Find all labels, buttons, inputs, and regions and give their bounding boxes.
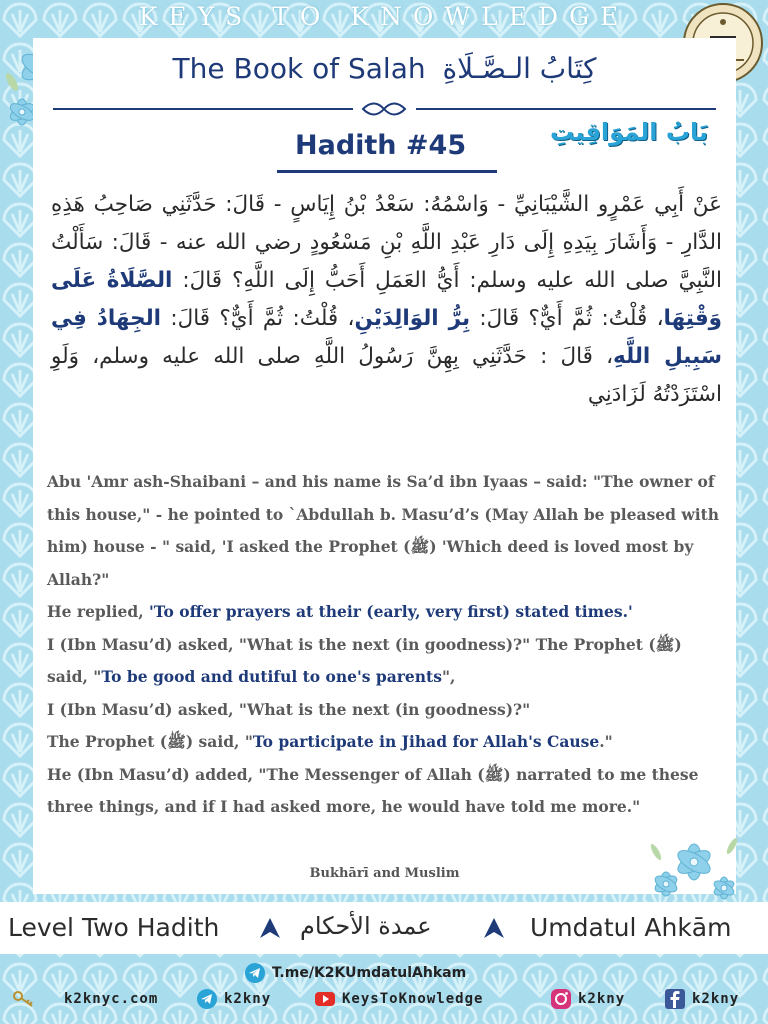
content-card xyxy=(33,38,736,894)
chapter-title-ar: بَابُ المَوَاقِيتِ xyxy=(549,118,708,146)
website-text[interactable]: k2knyc.com xyxy=(64,991,159,1007)
english-text-segment: I (Ibn Masu’d) asked, "What is the next (in goodness)?" The Prophet (ﷺ) said, " xyxy=(47,634,682,686)
telegram-channel-text[interactable]: T.me/K2KUmdatulAhkam xyxy=(272,965,467,981)
english-text-highlight: To participate in Jihad for Allah's Cause xyxy=(252,732,600,751)
book-name-ar: عمدة الأحكام xyxy=(300,912,432,940)
instagram-link[interactable] xyxy=(550,988,625,1010)
hadith-underline xyxy=(277,170,497,173)
english-text-segment: The Prophet (ﷺ) said, " xyxy=(47,732,253,751)
telegram-text[interactable]: k2kny xyxy=(224,991,272,1007)
telegram-icon xyxy=(244,962,266,984)
website-link[interactable] xyxy=(12,988,158,1010)
hadith-english-text xyxy=(47,466,720,824)
arabic-text-highlight: بِرُّ الوَالِدَيْنِ xyxy=(354,306,471,331)
level-bar xyxy=(0,902,768,954)
footer-links xyxy=(0,988,768,1018)
arabic-text-segment: ، قَالَ : حَدَّثَنِي بِهِنَّ رَسُولُ اللَّهِ صلى الله عليه وسلم، وَلَوِ اسْتَزَدْتُهُ لَزَادَنِي xyxy=(51,344,722,407)
english-text-segment: I (Ibn Masu’d) asked, "What is the next (in goodness)?" xyxy=(47,699,531,719)
arabic-text-segment: عَنْ أَبِي عَمْرٍو الشَّيْبَانِيِّ - وَاسْمُهُ: سَعْدُ بْنُ إِيَاسٍ - قَالَ: حَدَّثَنِي صَاحِبُ هَذِهِ الدَّارِ - وَأَشَارَ بِيَدِهِ إِلَى دَارِ عَبْدِ اللَّهِ بْنِ مَسْعُودٍ رضي الله عنه - قَالَ: سَأَلْتُ النَّبِيَّ صلى الله عليه وسلم: أَيُّ العَمَلِ أَحَبُّ إِلَى اللَّهِ؟ قَالَ: xyxy=(51,192,722,293)
triangle-icon xyxy=(258,916,282,940)
flower-decoration-bottom-right xyxy=(646,822,742,908)
english-text-segment: He (Ibn Masu’d) added, "The Messenger of Allah (ﷺ) narrated to me these three things, and if I had asked more, he would have told me more." xyxy=(47,764,699,816)
book-title-en: The Book of Salah xyxy=(172,52,426,85)
telegram-link[interactable] xyxy=(196,988,271,1010)
instagram-text[interactable]: k2kny xyxy=(578,991,626,1007)
english-text-highlight: To be good and dutiful to one's parents xyxy=(101,667,442,686)
key-icon xyxy=(12,988,34,1010)
book-title xyxy=(33,52,736,85)
hadith-arabic-text xyxy=(51,186,722,414)
hadith-number: Hadith #45 xyxy=(295,130,467,161)
facebook-link[interactable] xyxy=(664,988,739,1010)
book-title-ar: كِتَابُ الـصَّـلَاةِ xyxy=(442,52,597,85)
arabic-text-highlight: الجِهَادُ فِي سَبِيلِ اللَّهِ xyxy=(51,306,722,369)
english-text-segment: ", xyxy=(441,667,456,686)
brand-title: KEYS TO KNOWLEDGE xyxy=(138,2,630,31)
ornament-divider xyxy=(33,98,736,120)
facebook-text[interactable]: k2kny xyxy=(692,991,740,1007)
arabic-text-segment: ، قُلْتُ: ثُمَّ أَيٌّ؟ قَالَ: xyxy=(161,306,355,331)
book-name-en: Umdatul Ahkām xyxy=(530,913,732,942)
arabic-text-segment: ، قُلْتُ: ثُمَّ أَيٌّ؟ قَالَ: xyxy=(470,306,664,331)
youtube-icon xyxy=(314,988,336,1010)
triangle-icon xyxy=(482,916,506,940)
english-text-highlight: 'To offer prayers at their (early, very first) stated times.' xyxy=(149,602,633,621)
youtube-link[interactable] xyxy=(314,988,483,1010)
telegram-icon xyxy=(196,988,218,1010)
facebook-icon xyxy=(664,988,686,1010)
english-text-segment: Abu 'Amr ash-Shaibani – and his name is Sa’d ibn Iyaas – said: "The owner of this house," - he pointed to `Abdullah b. Masu’d’s (May Allah be pleased with him) house - " said, 'I asked the Prophet (ﷺ) 'Which deed is loved most by Allah?" xyxy=(47,472,720,589)
youtube-text[interactable]: KeysToKnowledge xyxy=(342,991,484,1007)
level-label: Level Two Hadith xyxy=(8,913,220,942)
hadith-source: Bukhārī and Muslim xyxy=(309,866,460,881)
english-text-segment: He replied, xyxy=(47,602,150,621)
instagram-icon xyxy=(550,988,572,1010)
english-text-segment: ." xyxy=(599,732,613,751)
arabic-text-highlight: الصَّلَاةُ عَلَى وَقْتِهَا xyxy=(51,268,723,331)
telegram-channel-link[interactable] xyxy=(244,962,466,984)
